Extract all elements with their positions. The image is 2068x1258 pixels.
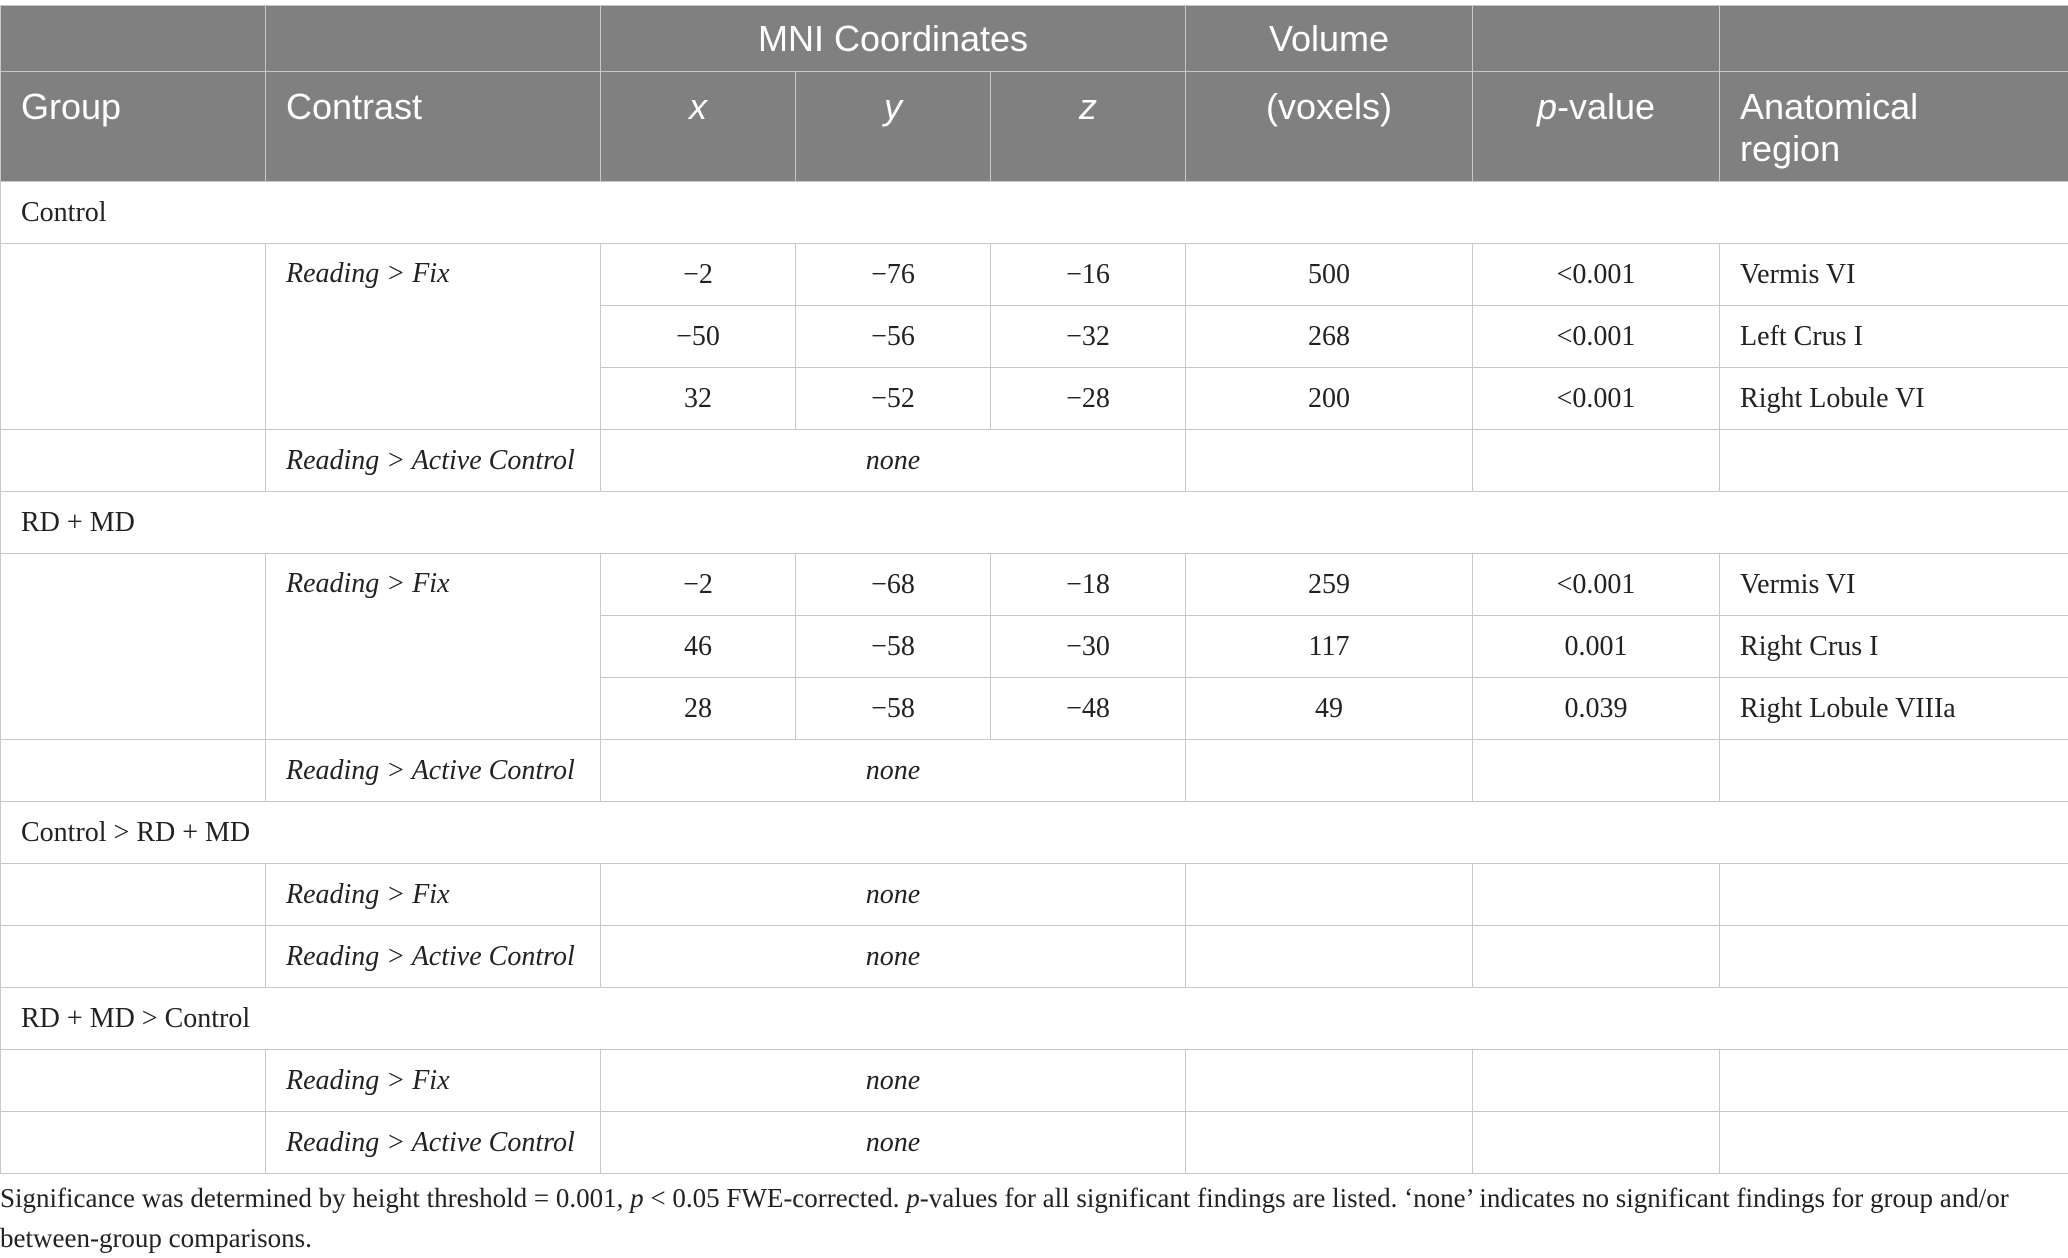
empty-cell (1720, 1112, 2068, 1174)
empty-cell (1473, 430, 1720, 492)
header-voxels: (voxels) (1186, 72, 1473, 182)
coord-x: −2 (601, 244, 796, 306)
volume-value: 500 (1186, 244, 1473, 306)
header-empty-cell (1473, 6, 1720, 72)
p-value: <0.001 (1473, 554, 1720, 616)
coord-x: 28 (601, 678, 796, 740)
coord-x: −2 (601, 554, 796, 616)
empty-cell (1, 926, 266, 988)
coord-y: −58 (796, 616, 991, 678)
coord-z: −16 (991, 244, 1186, 306)
empty-cell (1, 1050, 266, 1112)
header-empty-cell (1720, 6, 2068, 72)
none-value: none (601, 1112, 1186, 1174)
header-anatomical-region (1720, 72, 2068, 182)
coord-y: −68 (796, 554, 991, 616)
contrast-label: Reading > Fix (266, 554, 601, 740)
empty-cell (1720, 1050, 2068, 1112)
empty-cell (1, 244, 266, 430)
anatomical-region: Right Lobule VIIIa (1720, 678, 2068, 740)
empty-cell (1186, 430, 1473, 492)
footnote-p1: p (630, 1183, 644, 1213)
header-z: z (991, 72, 1186, 182)
results-table (0, 5, 2068, 1174)
table-row (1, 740, 2068, 802)
header-region-line1: Anatomical (1740, 86, 1919, 127)
contrast-label: Reading > Fix (266, 864, 601, 926)
volume-value: 200 (1186, 368, 1473, 430)
none-value: none (601, 864, 1186, 926)
anatomical-region: Left Crus I (1720, 306, 2068, 368)
footnote-part1: Significance was determined by height threshold = 0.001, (0, 1183, 631, 1213)
footnote-p2: p (906, 1183, 920, 1213)
header-x: x (601, 72, 796, 182)
p-value: <0.001 (1473, 306, 1720, 368)
coord-z: −30 (991, 616, 1186, 678)
anatomical-region: Vermis VI (1720, 554, 2068, 616)
group-name: RD + MD (1, 492, 2068, 554)
empty-cell (1, 1112, 266, 1174)
anatomical-region: Right Crus I (1720, 616, 2068, 678)
empty-cell (1473, 926, 1720, 988)
coord-y: −76 (796, 244, 991, 306)
header-pvalue (1473, 72, 1720, 182)
empty-cell (1, 430, 266, 492)
empty-cell (1186, 1112, 1473, 1174)
header-mni-coordinates: MNI Coordinates (601, 6, 1186, 72)
header-y: y (796, 72, 991, 182)
coord-z: −18 (991, 554, 1186, 616)
coord-y: −52 (796, 368, 991, 430)
contrast-label: Reading > Active Control (266, 926, 601, 988)
none-value: none (601, 1050, 1186, 1112)
empty-cell (1186, 1050, 1473, 1112)
coord-z: −28 (991, 368, 1186, 430)
empty-cell (1473, 1050, 1720, 1112)
footnote-part2: < 0.05 FWE-corrected. (643, 1183, 907, 1213)
empty-cell (1720, 864, 2068, 926)
empty-cell (1186, 740, 1473, 802)
group-name: Control (1, 182, 2068, 244)
volume-value: 259 (1186, 554, 1473, 616)
group-row (1, 492, 2068, 554)
group-row (1, 182, 2068, 244)
coord-y: −56 (796, 306, 991, 368)
none-value: none (601, 430, 1186, 492)
footnote-part3: -values for all significant findings are listed. ‘none’ indicates no significant findings for group and/or between-group comparisons. (0, 1183, 2009, 1253)
group-name: RD + MD > Control (1, 988, 2068, 1050)
anatomical-region: Right Lobule VI (1720, 368, 2068, 430)
volume-value: 268 (1186, 306, 1473, 368)
p-value: 0.039 (1473, 678, 1720, 740)
coord-y: −58 (796, 678, 991, 740)
table-row (1, 554, 2068, 616)
header-region-line2: region (1740, 128, 1841, 169)
none-value: none (601, 926, 1186, 988)
empty-cell (1, 554, 266, 740)
empty-cell (1720, 926, 2068, 988)
contrast-label: Reading > Active Control (266, 740, 601, 802)
header-pvalue-p: p (1536, 86, 1558, 127)
header-contrast: Contrast (266, 72, 601, 182)
p-value: <0.001 (1473, 244, 1720, 306)
group-row (1, 802, 2068, 864)
p-value: 0.001 (1473, 616, 1720, 678)
coord-x: −50 (601, 306, 796, 368)
contrast-label: Reading > Fix (266, 244, 601, 430)
contrast-label: Reading > Fix (266, 1050, 601, 1112)
table-row (1, 926, 2068, 988)
coord-x: 46 (601, 616, 796, 678)
p-value: <0.001 (1473, 368, 1720, 430)
anatomical-region: Vermis VI (1720, 244, 2068, 306)
empty-cell (1473, 740, 1720, 802)
header-empty-cell (1, 6, 266, 72)
coord-z: −32 (991, 306, 1186, 368)
contrast-label: Reading > Active Control (266, 430, 601, 492)
none-value: none (601, 740, 1186, 802)
header-empty-cell (266, 6, 601, 72)
volume-value: 117 (1186, 616, 1473, 678)
header-pvalue-rest: -value (1557, 86, 1656, 127)
header-volume: Volume (1186, 6, 1473, 72)
empty-cell (1, 740, 266, 802)
table-header (1, 6, 2068, 182)
empty-cell (1473, 1112, 1720, 1174)
table-footnote (0, 1178, 2060, 1258)
coord-x: 32 (601, 368, 796, 430)
empty-cell (1186, 864, 1473, 926)
volume-value: 49 (1186, 678, 1473, 740)
table-row (1, 1050, 2068, 1112)
coord-z: −48 (991, 678, 1186, 740)
header-group: Group (1, 72, 266, 182)
contrast-label: Reading > Active Control (266, 1112, 601, 1174)
group-name: Control > RD + MD (1, 802, 2068, 864)
empty-cell (1, 864, 266, 926)
group-row (1, 988, 2068, 1050)
table-row (1, 430, 2068, 492)
empty-cell (1186, 926, 1473, 988)
table-row (1, 244, 2068, 306)
empty-cell (1473, 864, 1720, 926)
table-row (1, 1112, 2068, 1174)
table-row (1, 864, 2068, 926)
empty-cell (1720, 430, 2068, 492)
empty-cell (1720, 740, 2068, 802)
table-body (1, 182, 2068, 1174)
